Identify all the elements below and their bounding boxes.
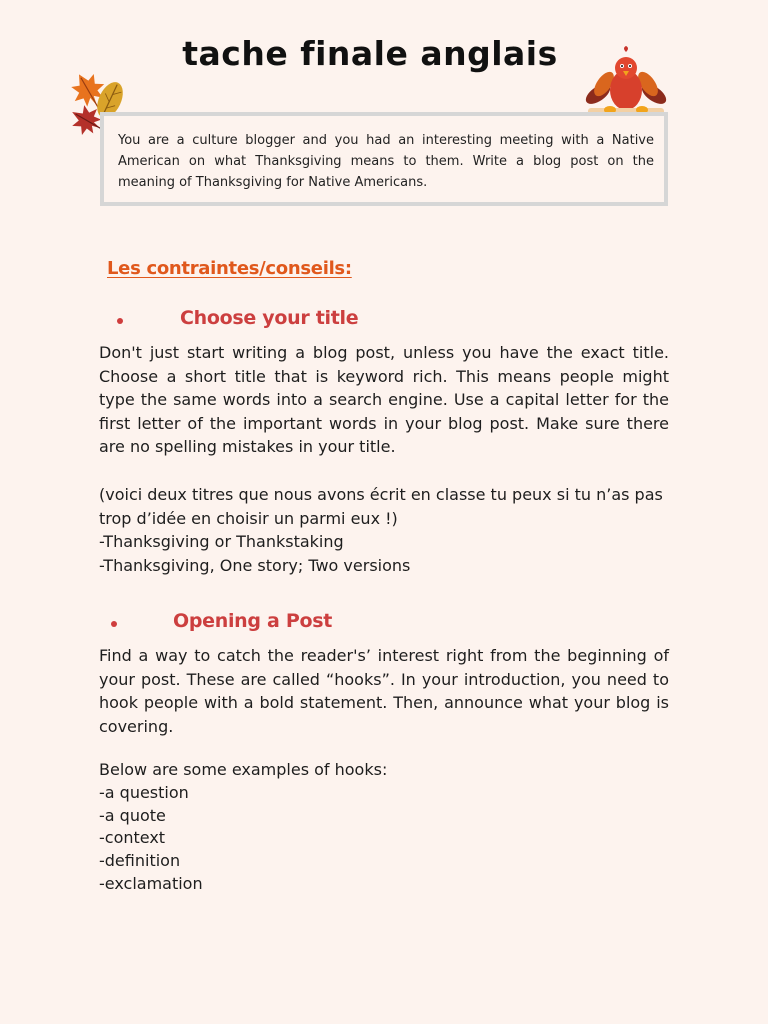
task-box bbox=[100, 112, 668, 206]
list-item: -exclamation bbox=[99, 874, 203, 893]
list-item: -Thanksgiving, One story; Two versions bbox=[99, 556, 411, 575]
turkey-icon bbox=[580, 44, 672, 120]
page-title: tache finale anglais bbox=[182, 34, 558, 73]
task-description: You are a culture blogger and you had an interesting meeting with a Native American on what Thanksgiving means to them. Write a blog post on the meaning of Thanksgiving for Native Americans. bbox=[118, 133, 654, 190]
list-item: (voici deux titres que nous avons écrit en classe tu peux si tu n’as pas bbox=[99, 485, 663, 504]
list-item: Below are some examples of hooks: bbox=[99, 760, 388, 779]
section-paragraph: Don't just start writing a blog post, unless you have the exact title. Choose a short title that is keyword rich. This means people might type the same words into a search engine. Use a capital letter for the first letter of the important words in your blog post. Make sure there are no spelling mistakes in your title. bbox=[99, 343, 669, 456]
list-item: -Thanksgiving or Thankstaking bbox=[99, 532, 344, 551]
section-heading-choose-title: Choose your title bbox=[180, 307, 359, 329]
list-item: -context bbox=[99, 828, 166, 847]
constraints-heading: Les contraintes/conseils: bbox=[107, 258, 352, 279]
bullet-icon bbox=[117, 318, 123, 324]
bullet-icon bbox=[111, 621, 117, 627]
list-item: -definition bbox=[99, 851, 181, 870]
list-item: -a question bbox=[99, 783, 189, 802]
section-heading-opening-post: Opening a Post bbox=[173, 610, 333, 632]
list-item: trop d’idée en choisir un parmi eux !) bbox=[99, 509, 398, 528]
section-paragraph: Find a way to catch the reader's’ interest right from the beginning of your post. These are called “hooks”. In your introduction, you need to hook people with a bold statement. Then, announce what your blog is covering. bbox=[99, 646, 669, 736]
list-item: -a quote bbox=[99, 806, 166, 825]
